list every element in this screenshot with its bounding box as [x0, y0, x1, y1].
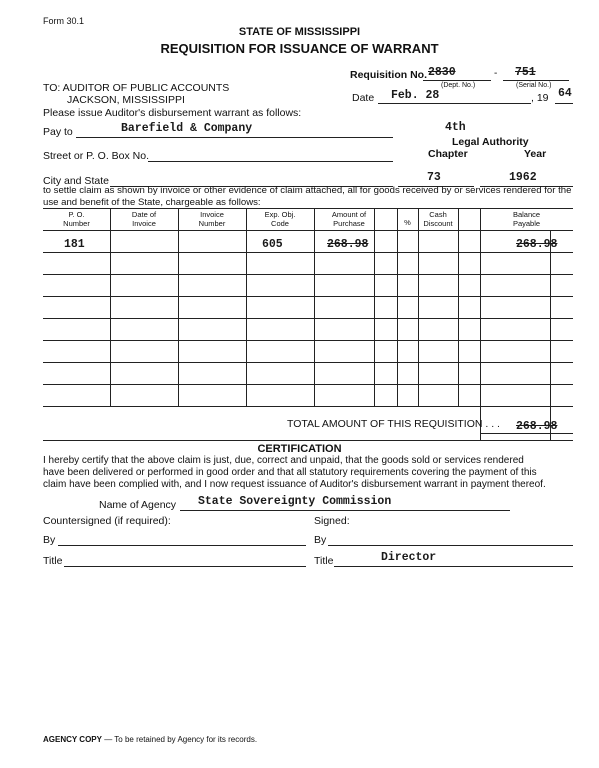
year-label: Year	[524, 148, 547, 160]
legal-authority-label: Legal Authority	[452, 136, 529, 148]
certification-line3: claim have been complied with, and I now request issuance of Auditor's disbursement warrant in payment thereof.	[43, 479, 546, 490]
title-field[interactable]: Director	[381, 551, 437, 564]
form-title: REQUISITION FOR ISSUANCE OF WARRANT	[160, 41, 439, 56]
col-header-exp-code: Exp. Obj. Code	[264, 210, 296, 228]
cell-exp-code[interactable]: 605	[262, 238, 283, 251]
agency-field[interactable]: State Sovereignty Commission	[198, 495, 392, 508]
dash-separator: -	[494, 68, 498, 79]
year-authority-field[interactable]: 1962	[509, 171, 537, 184]
col-header-amount: Amount of Purchase	[331, 210, 367, 228]
certification-line2: have been delivered or performed in good order and that all statutory requirements covering the payment of this	[43, 467, 537, 478]
col-header-balance: Balance Payable	[512, 210, 541, 228]
signed-label: Signed:	[314, 515, 350, 527]
chapter-label: Chapter	[428, 148, 468, 160]
cell-amount[interactable]: 268.98	[327, 238, 369, 251]
total-label: TOTAL AMOUNT OF THIS REQUISITION . . .	[287, 418, 500, 430]
agency-label: Name of Agency	[99, 499, 177, 511]
title-label-left: Title	[43, 555, 63, 567]
year-field[interactable]: 64	[558, 87, 572, 100]
col-header-po: P. O. Number	[63, 210, 90, 228]
col-header-invoice-date: Date of Invoice	[131, 210, 157, 228]
title-label-right: Title	[314, 555, 334, 567]
pay-to-field[interactable]: Barefield & Company	[121, 122, 253, 135]
by-label-left: By	[43, 534, 56, 546]
year-prefix: , 19	[531, 92, 549, 104]
date-label: Date	[352, 92, 375, 104]
addressee-line2: JACKSON, MISSISSIPPI	[67, 94, 185, 106]
dept-number-field[interactable]: 2830	[428, 66, 456, 79]
pay-to-label: Pay to	[43, 126, 73, 138]
certification-title: CERTIFICATION	[257, 443, 342, 455]
serial-number-field[interactable]: 751	[515, 66, 536, 79]
dept-no-caption: (Dept. No.)	[441, 82, 476, 89]
addressee-line1: TO: AUDITOR OF PUBLIC ACCOUNTS	[43, 82, 230, 94]
col-header-invoice-number: Invoice Number	[198, 210, 226, 228]
total-value[interactable]: 268.98	[516, 420, 558, 433]
date-field[interactable]: Feb. 28	[391, 89, 440, 102]
state-title: STATE OF MISSISSIPPI	[238, 26, 361, 38]
countersigned-label: Countersigned (if required):	[43, 515, 171, 527]
street-label: Street or P. O. Box No.	[43, 150, 150, 162]
instruction-text: Please issue Auditor's disbursement warrant as follows:	[43, 107, 302, 119]
col-header-discount: Cash Discount	[423, 210, 453, 228]
agency-copy-note: — To be retained by Agency for its records.	[104, 735, 258, 744]
claim-text: to settle claim as shown by invoice or other evidence of claim attached, all for goods received by or services rendered for the use and benefit of the State, chargeable as follows:	[43, 185, 572, 208]
col-header-percent: %	[404, 218, 411, 227]
form-number: Form 30.1	[43, 16, 85, 26]
serial-no-caption: (Serial No.)	[516, 82, 552, 89]
cell-balance[interactable]: 268.98	[516, 238, 558, 251]
legal-authority-value[interactable]: 4th	[445, 121, 466, 134]
agency-copy-label: AGENCY COPY	[43, 735, 102, 744]
footer-note	[43, 735, 257, 744]
city-state-label: City and State	[43, 175, 109, 187]
cell-po-number[interactable]: 181	[64, 238, 85, 251]
by-label-right: By	[314, 534, 327, 546]
certification-line1: I hereby certify that the above claim is just, due, correct and unpaid, that the goods sold or services rendered	[43, 455, 524, 466]
chapter-field[interactable]: 73	[427, 171, 441, 184]
requisition-label: Requisition No.	[350, 69, 427, 81]
